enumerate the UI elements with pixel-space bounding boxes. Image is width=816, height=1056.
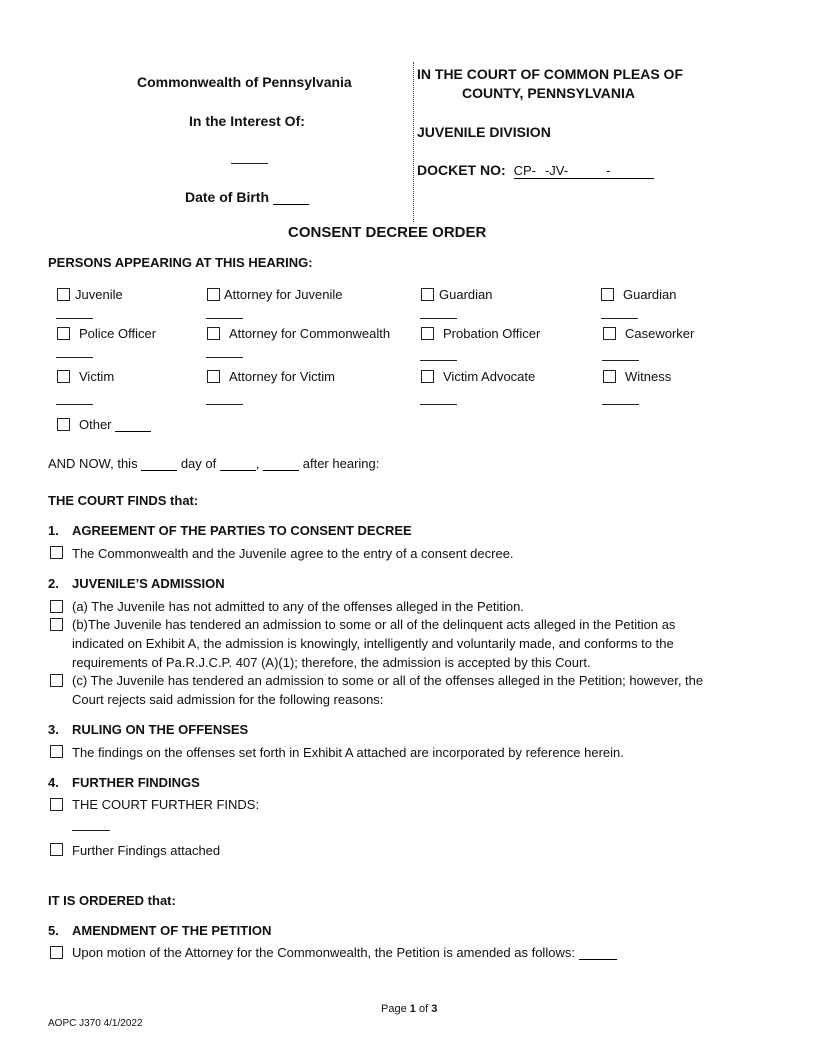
dob-blank[interactable] xyxy=(273,190,309,205)
admission-b-line-3: requirements of Pa.R.J.C.P. 407 (A)(1); therefore, the admission is accepted by this Court. xyxy=(72,655,591,670)
ordered-heading: IT IS ORDERED that: xyxy=(48,893,176,908)
section-2-heading xyxy=(48,576,225,591)
name-blank[interactable] xyxy=(420,360,457,361)
persons-heading: PERSONS APPEARING AT THIS HEARING: xyxy=(48,255,313,270)
page-number: 1 xyxy=(409,1003,416,1015)
person-label: Victim xyxy=(79,369,115,384)
section-title: JUVENILE’S ADMISSION xyxy=(72,576,225,591)
name-blank[interactable] xyxy=(602,404,639,405)
name-blank[interactable] xyxy=(420,318,457,319)
checkbox-amendment[interactable] xyxy=(50,946,63,959)
amendment-blank[interactable] xyxy=(579,946,617,960)
interest-of-label: In the Interest Of: xyxy=(189,113,305,129)
docket-cp: CP- xyxy=(513,163,536,178)
section-number: 5. xyxy=(48,923,59,938)
person-label: Attorney for Commonwealth xyxy=(229,326,391,341)
person-label: Victim Advocate xyxy=(443,369,536,384)
checkbox-guardian-2[interactable] xyxy=(601,288,614,301)
name-blank[interactable] xyxy=(206,357,243,358)
header-divider xyxy=(413,62,414,222)
section-number: 4. xyxy=(48,775,59,790)
other-item xyxy=(79,417,151,432)
section-number: 3. xyxy=(48,722,59,737)
page-prefix: Page xyxy=(381,1003,407,1015)
division-label: JUVENILE DIVISION xyxy=(417,124,551,140)
ruling-text: The findings on the offenses set forth in Exhibit A attached are incorporated by reference herein. xyxy=(72,745,624,760)
amendment-text: Upon motion of the Attorney for the Commonwealth, the Petition is amended as follows: xyxy=(72,945,575,960)
court-line-1: IN THE COURT OF COMMON PLEAS OF xyxy=(417,66,683,82)
person-label: Attorney for Juvenile xyxy=(224,287,343,302)
person-label: Juvenile xyxy=(75,287,123,302)
juvenile-name-blank[interactable] xyxy=(231,163,268,164)
docket-number xyxy=(417,162,654,179)
checkbox-admission-c[interactable] xyxy=(50,674,63,687)
section-title: AGREEMENT OF THE PARTIES TO CONSENT DECREE xyxy=(72,523,412,538)
checkbox-further-finds[interactable] xyxy=(50,798,63,811)
other-label: Other xyxy=(79,417,112,432)
admission-b-line-1: (b)The Juvenile has tendered an admission to some or all of the delinquent acts alleged in the Petition as xyxy=(72,617,676,632)
form-id: AOPC J370 4/1/2022 xyxy=(48,1018,143,1029)
section-5-heading xyxy=(48,923,271,938)
section-3-heading xyxy=(48,722,248,737)
amendment-line xyxy=(72,945,617,960)
person-label: Caseworker xyxy=(625,326,695,341)
day-of-text: day of xyxy=(180,456,217,471)
further-finds-text: THE COURT FURTHER FINDS: xyxy=(72,797,260,812)
section-number: 2. xyxy=(48,576,59,591)
and-now-line xyxy=(48,456,379,471)
checkbox-other[interactable] xyxy=(57,418,70,431)
section-title: FURTHER FINDINGS xyxy=(72,775,200,790)
year-blank[interactable] xyxy=(263,457,299,471)
person-label: Attorney for Victim xyxy=(229,369,335,384)
checkbox-ruling[interactable] xyxy=(50,745,63,758)
checkbox-attorney-victim[interactable] xyxy=(207,370,220,383)
checkbox-admission-b[interactable] xyxy=(50,618,63,631)
person-label: Guardian xyxy=(623,287,677,302)
person-label: Guardian xyxy=(439,287,493,302)
page-of: of xyxy=(418,1003,429,1015)
checkbox-witness[interactable] xyxy=(603,370,616,383)
further-attached-text: Further Findings attached xyxy=(72,843,221,858)
name-blank[interactable] xyxy=(206,318,243,319)
checkbox-probation-officer[interactable] xyxy=(421,327,434,340)
page-indicator xyxy=(381,1003,437,1015)
comma-text: , xyxy=(255,456,260,471)
checkbox-agreement[interactable] xyxy=(50,546,63,559)
person-label: Witness xyxy=(625,369,672,384)
checkbox-guardian-1[interactable] xyxy=(421,288,434,301)
admission-b-line-2: indicated on Exhibit A, the admission is knowingly, intelligently and voluntarily made, and conforms to the xyxy=(72,636,674,651)
checkbox-victim-advocate[interactable] xyxy=(421,370,434,383)
name-blank[interactable] xyxy=(206,404,243,405)
checkbox-victim[interactable] xyxy=(57,370,70,383)
name-blank[interactable] xyxy=(56,318,93,319)
checkbox-admission-a[interactable] xyxy=(50,600,63,613)
name-blank[interactable] xyxy=(420,404,457,405)
person-label: Probation Officer xyxy=(443,326,541,341)
checkbox-attorney-commonwealth[interactable] xyxy=(207,327,220,340)
agreement-text: The Commonwealth and the Juvenile agree to the entry of a consent decree. xyxy=(72,546,514,561)
name-blank[interactable] xyxy=(56,357,93,358)
admission-a-text: (a) The Juvenile has not admitted to any of the offenses alleged in the Petition. xyxy=(72,599,524,614)
after-hearing-text: after hearing: xyxy=(302,456,380,471)
docket-dash: - xyxy=(606,163,611,178)
docket-jv: -JV- xyxy=(544,163,569,178)
checkbox-attorney-juvenile[interactable] xyxy=(207,288,220,301)
admission-c-line-1: (c) The Juvenile has tendered an admission to some or all of the offenses alleged in the Petition; however, the xyxy=(72,673,704,688)
section-number: 1. xyxy=(48,523,59,538)
month-blank[interactable] xyxy=(220,457,256,471)
page-total: 3 xyxy=(431,1003,438,1015)
court-finds-heading: THE COURT FINDS that: xyxy=(48,493,199,508)
day-blank[interactable] xyxy=(141,457,177,471)
dob-label: Date of Birth xyxy=(185,189,309,205)
court-line-2: COUNTY, PENNSYLVANIA xyxy=(462,85,635,101)
checkbox-further-attached[interactable] xyxy=(50,843,63,856)
checkbox-juvenile[interactable] xyxy=(57,288,70,301)
checkbox-caseworker[interactable] xyxy=(603,327,616,340)
admission-c-line-2: Court rejects said admission for the following reasons: xyxy=(72,692,384,707)
section-1-heading xyxy=(48,523,412,538)
page-title: CONSENT DECREE ORDER xyxy=(288,224,487,241)
name-blank[interactable] xyxy=(56,404,93,405)
section-title: RULING ON THE OFFENSES xyxy=(72,722,249,737)
docket-field[interactable] xyxy=(514,163,654,179)
checkbox-police-officer[interactable] xyxy=(57,327,70,340)
further-finds-blank[interactable] xyxy=(72,830,110,831)
commonwealth-title: Commonwealth of Pennsylvania xyxy=(137,74,352,90)
name-blank[interactable] xyxy=(602,360,639,361)
person-label: Police Officer xyxy=(79,326,157,341)
docket-label: DOCKET NO: xyxy=(417,162,506,178)
section-title: AMENDMENT OF THE PETITION xyxy=(72,923,272,938)
other-blank[interactable] xyxy=(115,418,151,432)
name-blank[interactable] xyxy=(601,318,638,319)
and-now-text: AND NOW, this xyxy=(48,456,138,471)
section-4-heading xyxy=(48,775,200,790)
